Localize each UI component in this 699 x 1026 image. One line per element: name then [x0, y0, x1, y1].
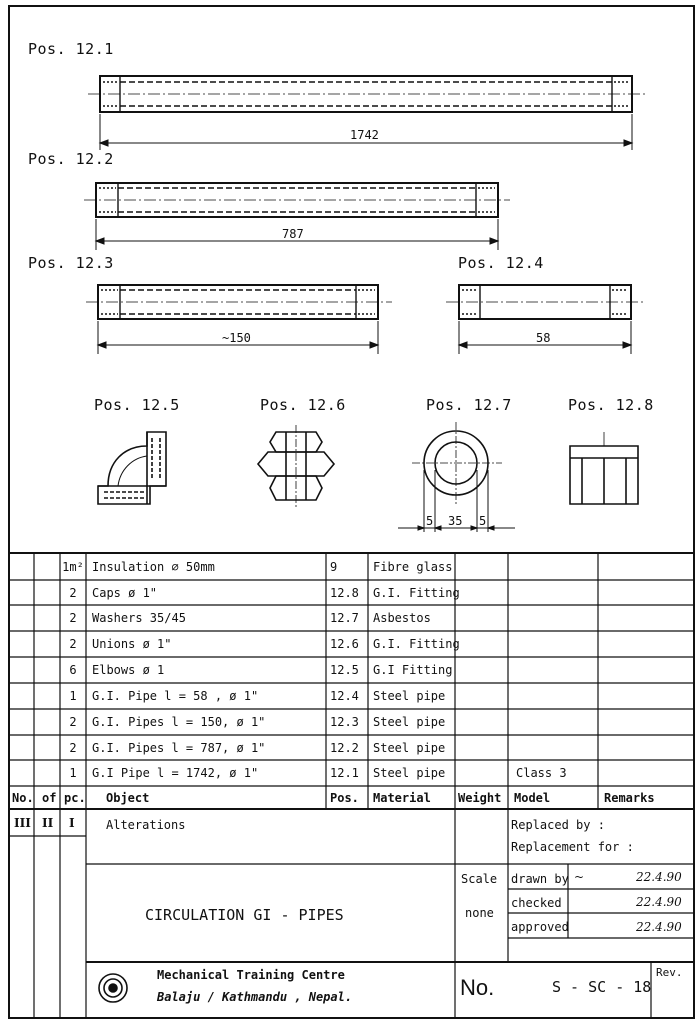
parts-row-qty: 1: [69, 689, 77, 703]
parts-row-pos: 12.6: [330, 637, 359, 651]
parts-row-material: Steel pipe: [373, 741, 446, 755]
parts-row-model: Class 3: [516, 766, 567, 780]
pos-label-12-7: Pos. 12.7: [426, 396, 512, 414]
pos-label-12-8: Pos. 12.8: [568, 396, 654, 414]
pipe-12-1: [88, 76, 648, 112]
parts-row-object: G.I. Pipes l = 150, ø 1": [92, 715, 266, 729]
drawing-number: S - SC - 18: [552, 978, 652, 996]
drawing-title: CIRCULATION GI - PIPES: [145, 906, 344, 924]
parts-row-pos: 12.3: [330, 715, 359, 729]
pos-label-12-5: Pos. 12.5: [94, 396, 180, 414]
parts-row-qty: 2: [69, 715, 77, 729]
header-object: Object: [106, 791, 150, 805]
rev-mark-3: III: [14, 816, 31, 830]
dim-text-12-7-b: 35: [448, 514, 463, 528]
parts-row-object: G.I. Pipe l = 58 , ø 1": [92, 689, 259, 703]
parts-row-pos: 12.8: [330, 586, 359, 600]
replacement-for-label: Replacement for :: [511, 840, 634, 854]
header-pos: Pos.: [330, 791, 359, 805]
parts-row-pos: 12.7: [330, 611, 359, 625]
cap-fitting: [570, 432, 638, 504]
parts-row-material: G.I Fitting: [373, 663, 453, 677]
parts-row-pos: 9: [330, 560, 338, 574]
parts-row-material: G.I. Fitting: [373, 586, 460, 600]
parts-row-pos: 12.1: [330, 766, 359, 780]
dim-text-12-2: 787: [282, 227, 304, 241]
parts-row-qty: 2: [69, 611, 77, 625]
parts-row-qty: 1m²: [62, 560, 84, 574]
parts-row-qty: 1: [69, 766, 77, 780]
parts-row-qty: 2: [69, 637, 77, 651]
no-label: No.: [460, 975, 495, 1000]
parts-row-pos: 12.2: [330, 741, 359, 755]
dim-text-12-7-a: 5: [426, 514, 434, 528]
scale-value: none: [465, 906, 494, 920]
header-no: No.: [12, 791, 34, 805]
pos-label-12-2: Pos. 12.2: [28, 150, 114, 168]
rev-label: Rev.: [656, 966, 683, 979]
pos-label-12-4: Pos. 12.4: [458, 254, 544, 272]
pipe-12-3: [86, 285, 392, 319]
dim-text-12-3: ~150: [222, 331, 251, 345]
pos-label-12-6: Pos. 12.6: [260, 396, 346, 414]
checked-date: 22.4.90: [636, 895, 682, 909]
header-material: Material: [373, 791, 431, 805]
org-line-1: Mechanical Training Centre: [157, 968, 345, 982]
pos-label-12-3: Pos. 12.3: [28, 254, 114, 272]
parts-row-object: G.I Pipe l = 1742, ø 1": [92, 766, 259, 780]
parts-row-object: Unions ø 1": [92, 637, 172, 651]
rev-mark-2: II: [42, 816, 54, 830]
pipe-12-2: [84, 183, 510, 217]
drawn-signature: ~: [574, 870, 585, 884]
drawn-date: 22.4.90: [636, 870, 682, 884]
institute-logo: [99, 974, 127, 1002]
parts-row-qty: 2: [69, 741, 77, 755]
parts-row-object: G.I. Pipes l = 787, ø 1": [92, 741, 266, 755]
parts-row-material: Asbestos: [373, 611, 431, 625]
header-of: of: [42, 791, 57, 805]
elbow-fitting: [98, 432, 166, 504]
parts-row-material: Steel pipe: [373, 766, 446, 780]
parts-row-material: Steel pipe: [373, 689, 446, 703]
parts-row-qty: 6: [69, 663, 77, 677]
parts-row-object: Elbows ø 1: [92, 663, 165, 677]
parts-row-pos: 12.5: [330, 663, 359, 677]
dim-text-12-1: 1742: [350, 128, 379, 142]
scale-label: Scale: [461, 872, 498, 886]
rev-mark-1: I: [69, 816, 75, 830]
pipe-12-4: [446, 285, 644, 319]
header-weight: Weight: [458, 791, 502, 805]
drawn-by-label: drawn by: [511, 872, 569, 886]
header-model: Model: [514, 791, 551, 805]
parts-row-object: Washers 35/45: [92, 611, 186, 625]
approved-label: approved: [511, 920, 569, 934]
parts-row-material: Fibre glass: [373, 560, 453, 574]
replaced-by-label: Replaced by :: [511, 818, 605, 832]
parts-row-pos: 12.4: [330, 689, 359, 703]
parts-row-material: Steel pipe: [373, 715, 446, 729]
dim-text-12-7-c: 5: [479, 514, 487, 528]
parts-row-qty: 2: [69, 586, 77, 600]
header-remarks: Remarks: [604, 791, 655, 805]
pos-label-12-1: Pos. 12.1: [28, 40, 114, 58]
checked-label: checked: [511, 896, 562, 910]
header-pc: pc.: [64, 791, 86, 805]
union-fitting: [258, 425, 334, 508]
alterations-label: Alterations: [106, 818, 186, 832]
parts-row-material: G.I. Fitting: [373, 637, 460, 651]
parts-row-object: Insulation ⌀ 50mm: [92, 560, 215, 574]
org-line-2: Balaju / Kathmandu , Nepal.: [157, 990, 353, 1004]
approved-date: 22.4.90: [636, 920, 682, 934]
parts-row-object: Caps ø 1": [92, 586, 158, 600]
dim-text-12-4: 58: [536, 331, 551, 345]
